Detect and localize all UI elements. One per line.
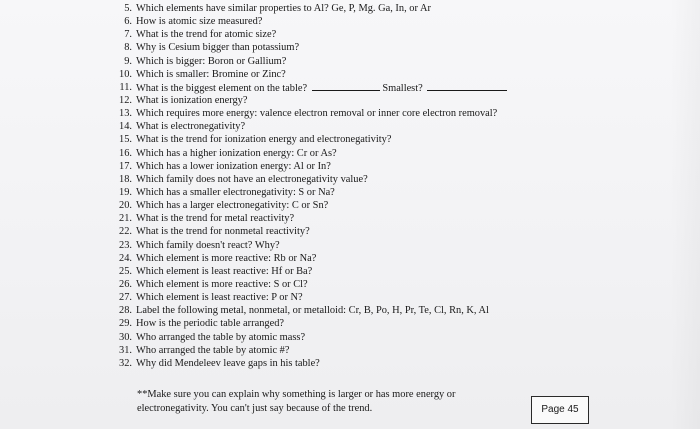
smallest-answer-blank[interactable] bbox=[427, 81, 507, 91]
question-item: 6. How is atomic size measured? bbox=[124, 16, 263, 28]
question-item: 29. How is the periodic table arranged? bbox=[119, 318, 285, 330]
biggest-question-text: What is the biggest element on the table? bbox=[136, 82, 308, 94]
question-item-with-blanks: 11. What is the biggest element on the table? Smallest? bbox=[108, 81, 507, 94]
question-item: 31. Who arranged the table by atomic #? bbox=[119, 344, 290, 356]
page-number-box: Page 45 bbox=[531, 396, 589, 424]
question-item: 16. Which has a higher ionization energy: Cr or As? bbox=[119, 147, 337, 159]
question-item: 19. Which has a smaller electronegativity: S or Na? bbox=[119, 186, 335, 198]
smallest-question-text: Smallest? bbox=[382, 82, 423, 94]
question-item: 17. Which has a lower ionization energy: Al or In? bbox=[119, 160, 331, 172]
question-item: 10. Which is smaller: Bromine or Zinc? bbox=[119, 68, 286, 80]
question-item: 9. Which is bigger: Boron or Gallium? bbox=[124, 55, 287, 67]
question-list bbox=[108, 2, 507, 370]
question-item: 23. Which family doesn't react? Why? bbox=[119, 239, 280, 251]
study-note-line-2: electronegativity. You can't just say because of the trend. bbox=[137, 403, 373, 414]
study-note-line-1: **Make sure you can explain why something is larger or has more energy or bbox=[137, 389, 456, 400]
biggest-answer-blank[interactable] bbox=[312, 81, 380, 91]
question-item: 15. What is the trend for ionization energy and electronegativity? bbox=[119, 134, 392, 146]
question-item: 18. Which family does not have an electronegativity value? bbox=[119, 173, 368, 185]
question-item: 27. Which element is least reactive: P or N? bbox=[119, 292, 303, 304]
question-item: 7. What is the trend for atomic size? bbox=[124, 29, 277, 41]
question-item: 8. Why is Cesium bigger than potassium? bbox=[124, 42, 300, 54]
question-item: 20. Which has a larger electronegativity: C or Sn? bbox=[119, 200, 329, 212]
question-item: 30. Who arranged the table by atomic mass? bbox=[119, 331, 306, 343]
question-item: 25. Which element is least reactive: Hf or Ba? bbox=[119, 265, 313, 277]
question-item: 24. Which element is more reactive: Rb or Na? bbox=[119, 252, 317, 264]
question-item: 5. Which elements have similar properties to Al? Ge, P, Mg. Ga, In, or Ar bbox=[124, 3, 431, 14]
question-item: 22. What is the trend for nonmetal reactivity? bbox=[119, 226, 310, 238]
question-item: 12. What is ionization energy? bbox=[119, 94, 248, 106]
question-item: 14. What is electronegativity? bbox=[119, 121, 246, 133]
page-edge-shadow bbox=[670, 0, 700, 429]
question-item: 28. Label the following metal, nonmetal, or metalloid: Cr, B, Po, H, Pr, Te, Cl, Rn, K, Al bbox=[119, 305, 489, 317]
study-note bbox=[137, 388, 517, 416]
question-item: 26. Which element is more reactive: S or Cl? bbox=[119, 278, 308, 290]
question-item: 13. Which requires more energy: valence electron removal or inner core electron removal? bbox=[119, 108, 498, 120]
question-item: 21. What is the trend for metal reactivity? bbox=[119, 213, 295, 225]
question-item: 32. Why did Mendeleev leave gaps in his table? bbox=[119, 357, 320, 369]
